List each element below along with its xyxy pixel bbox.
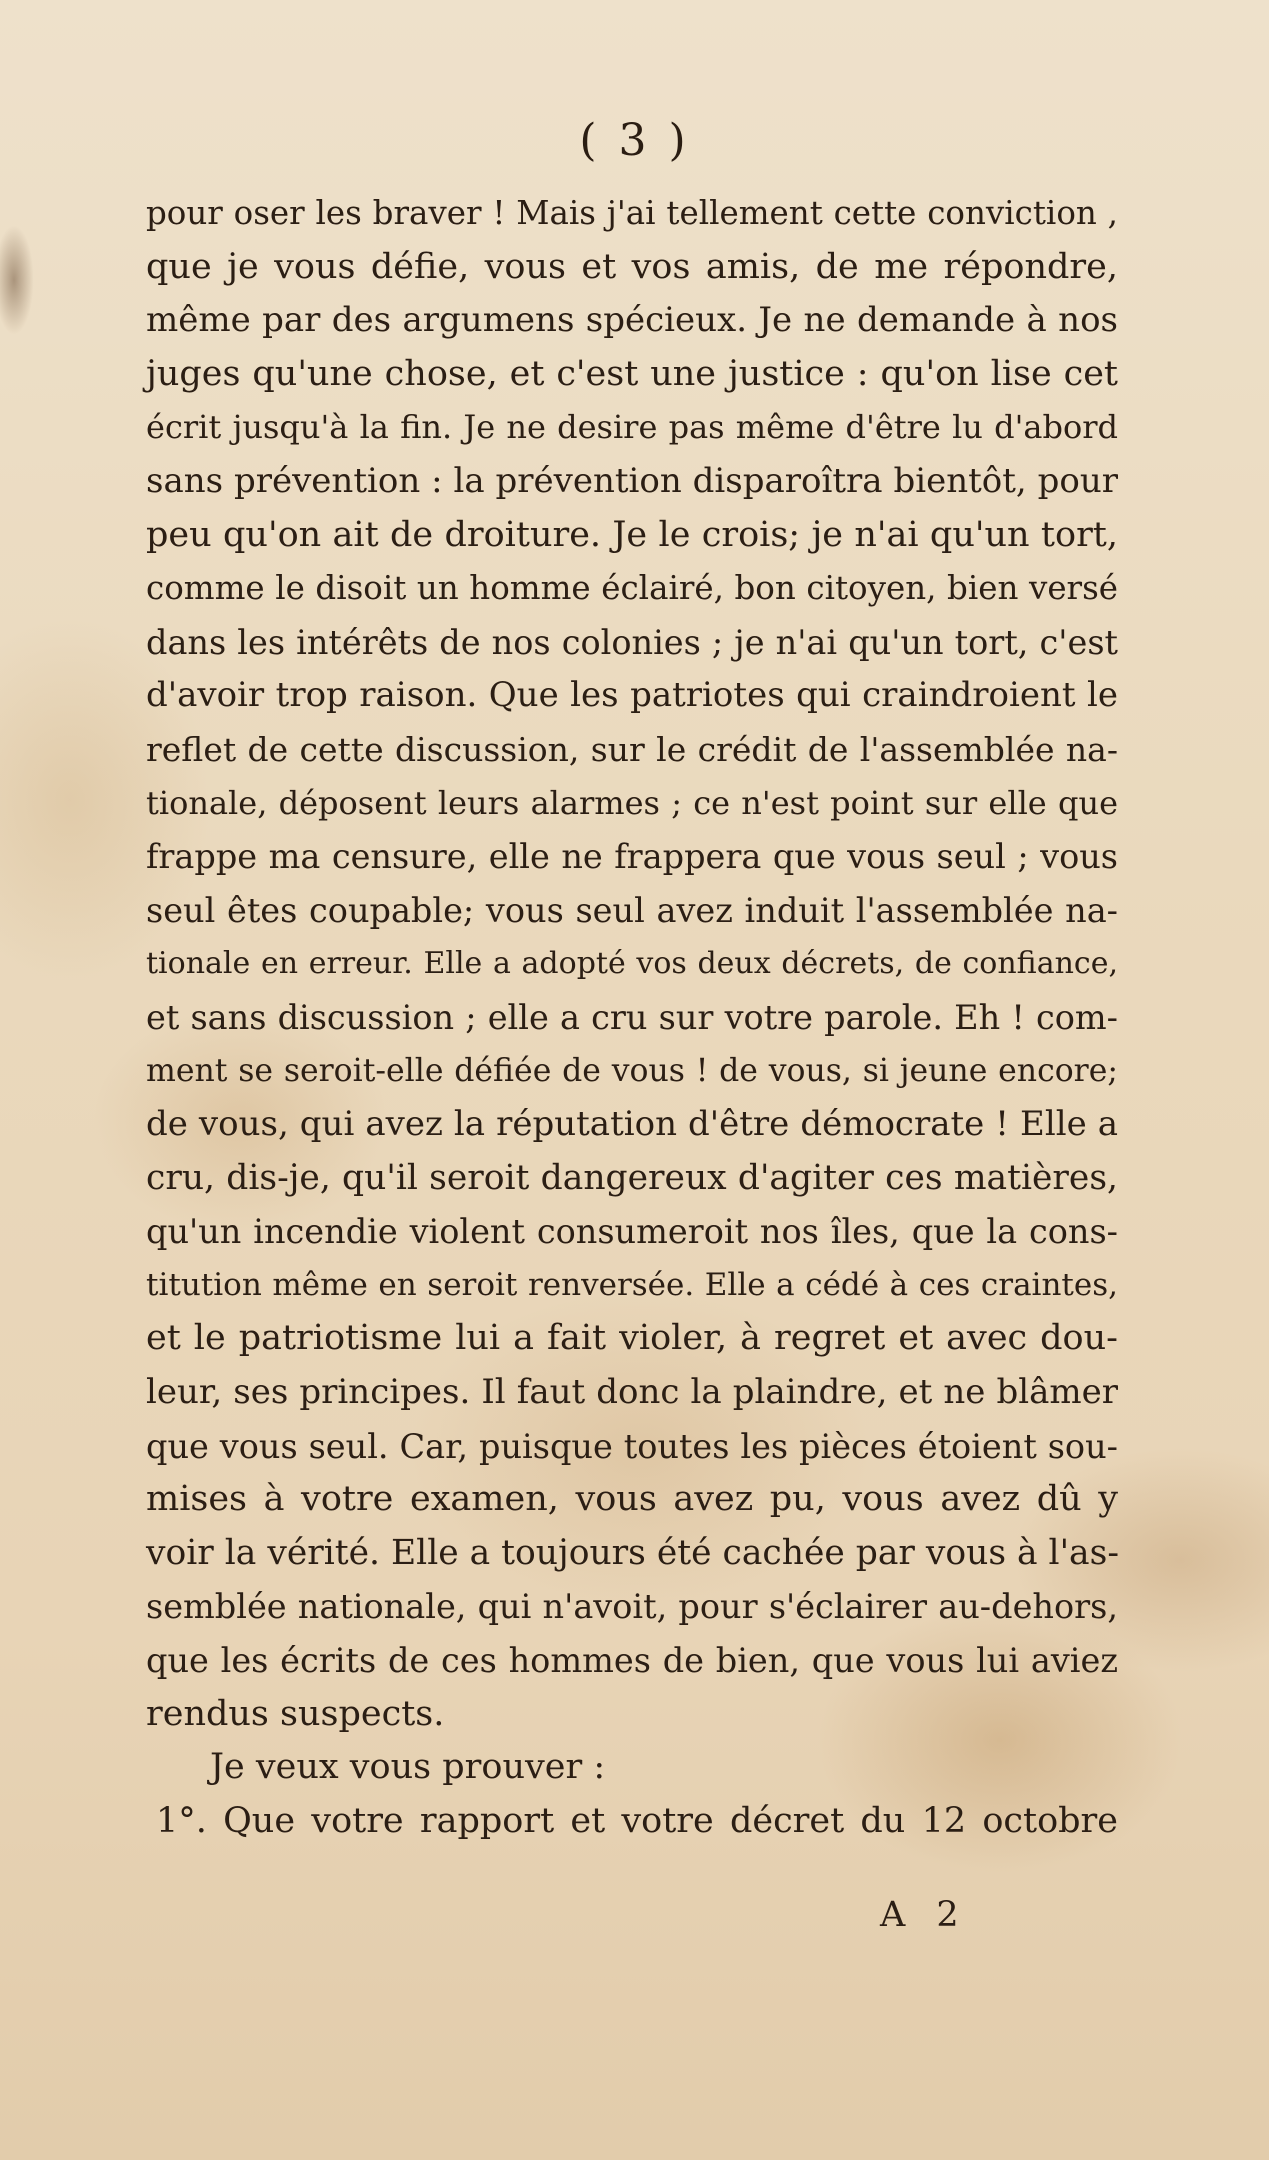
text-line: cru, dis-je, qu'il seroit dangereux d'agiter ces matières, xyxy=(146,1157,1118,1198)
text-line: que je vous défie, vous et vos amis, de me répondre, xyxy=(146,246,1118,287)
text-line: voir la vérité. Elle a toujours été cachée par vous à l'as- xyxy=(146,1532,1119,1573)
body-text xyxy=(146,187,1118,1848)
text-line: semblée nationale, qui n'avoit, pour s'éclairer au-dehors, xyxy=(146,1587,1118,1627)
text-line: écrit jusqu'à la fin. Je ne desire pas même d'être lu d'abord xyxy=(146,408,1118,447)
signature-mark: A 2 xyxy=(880,1895,969,1935)
text-line: peu qu'on ait de droiture. Je le crois; je n'ai qu'un tort, xyxy=(146,514,1118,555)
text-line: et le patriotisme lui a fait violer, à regret et avec dou- xyxy=(146,1318,1118,1359)
text-line: qu'un incendie violent consumeroit nos îles, que la cons- xyxy=(146,1212,1118,1252)
text-line: tionale en erreur. Elle a adopté vos deux décrets, de confiance, xyxy=(146,946,1118,982)
text-line: mises à votre examen, vous avez pu, vous avez dû y xyxy=(146,1479,1118,1520)
text-line: ment se seroit-elle défiée de vous ! de vous, si jeune encore; xyxy=(146,1052,1118,1089)
ink-bleed-stain xyxy=(0,225,34,335)
text-line: rendus suspects. xyxy=(146,1693,445,1734)
text-line: pour oser les braver ! Mais j'ai tellement cette conviction , xyxy=(146,194,1118,232)
text-line: comme le disoit un homme éclairé, bon citoyen, bien versé xyxy=(146,569,1118,608)
text-line: titution même en seroit renversée. Elle a cédé à ces craintes, xyxy=(146,1266,1118,1303)
text-line: sans prévention : la prévention disparoîtra bientôt, pour xyxy=(146,460,1118,501)
text-line: seul êtes coupable; vous seul avez induit l'assemblée na- xyxy=(146,890,1118,930)
text-line: que vous seul. Car, puisque toutes les pièces étoient sou- xyxy=(146,1426,1118,1466)
text-line: 1°. Que votre rapport et votre décret du 12 octobre xyxy=(156,1800,1118,1841)
page-number-header: ( 3 ) xyxy=(579,115,690,166)
text-line: et sans discussion ; elle a cru sur votre parole. Eh ! com- xyxy=(146,997,1118,1037)
text-line: reflet de cette discussion, sur le crédit de l'assemblée na- xyxy=(146,729,1118,769)
text-line: frappe ma censure, elle ne frappera que vous seul ; vous xyxy=(146,837,1118,877)
text-line: dans les intérêts de nos colonies ; je n'ai qu'un tort, c'est xyxy=(146,622,1118,662)
text-line: d'avoir trop raison. Que les patriotes qui craindroient le xyxy=(146,675,1118,716)
text-line: tionale, déposent leurs alarmes ; ce n'est point sur elle que xyxy=(146,783,1118,822)
text-line: que les écrits de ces hommes de bien, que vous lui aviez xyxy=(146,1641,1118,1681)
text-line: leur, ses principes. Il faut donc la plaindre, et ne blâmer xyxy=(146,1372,1118,1413)
text-line: Je veux vous prouver : xyxy=(210,1747,606,1788)
text-line: même par des argumens spécieux. Je ne demande à nos xyxy=(146,300,1118,341)
text-line: juges qu'une chose, et c'est une justice : qu'on lise cet xyxy=(146,353,1118,394)
text-line: de vous, qui avez la réputation d'être démocrate ! Elle a xyxy=(146,1104,1118,1145)
